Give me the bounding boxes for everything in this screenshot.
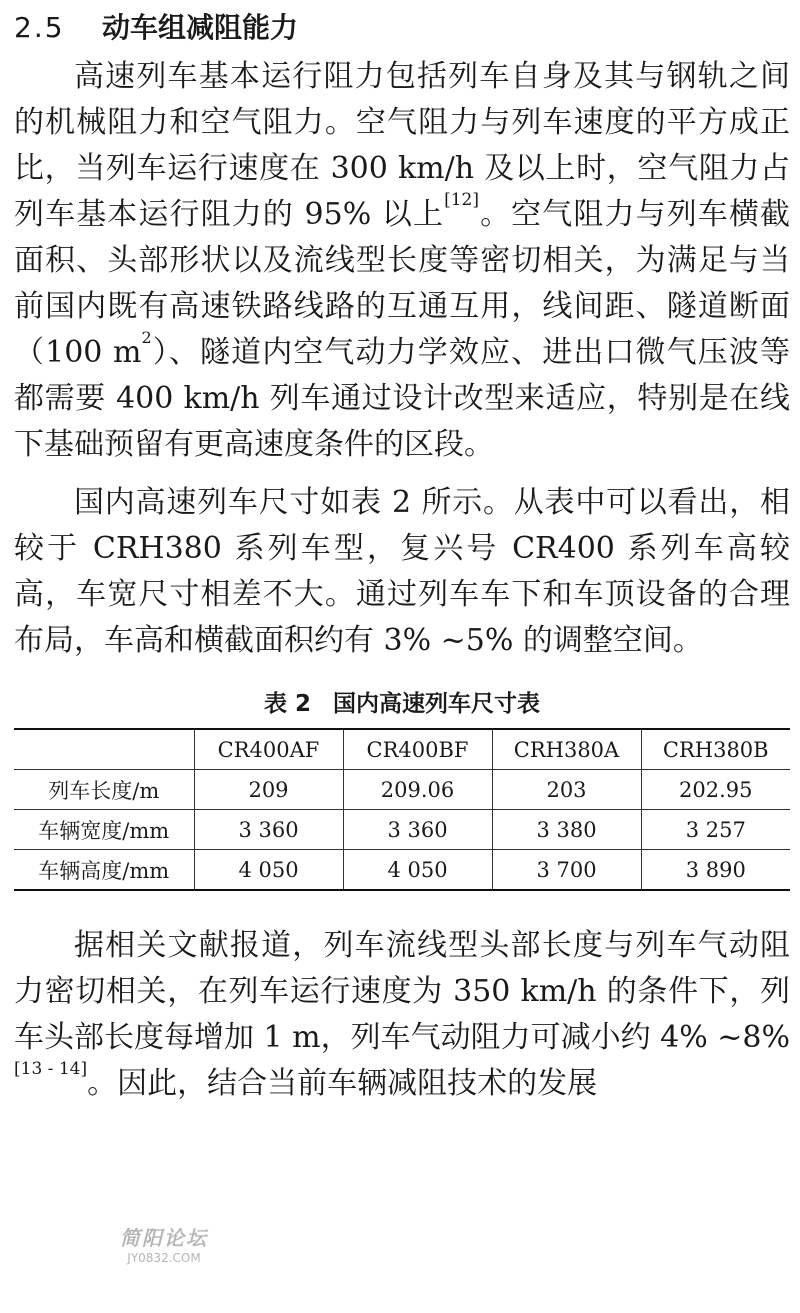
table-caption-title: 国内高速列车尺寸表	[333, 691, 540, 717]
table-cell: 3 360	[194, 810, 343, 850]
section-number: 2.5	[14, 11, 65, 44]
row-label: 车辆宽度/mm	[14, 810, 194, 850]
table-header-cell: CR400AF	[194, 729, 343, 770]
table-header-cell: CRH380B	[641, 729, 790, 770]
train-dimensions-table	[14, 728, 790, 891]
watermark-url: JY0832.COM	[127, 1251, 201, 1265]
table-cell: 3 257	[641, 810, 790, 850]
table-row	[14, 810, 790, 850]
paragraph-text: 。空气阻力与列车横截面积、头部形状以及流线型长度等密切相关，为满足与当前国内既有高速铁路线路的互通互用，线间距、隧道断面（100 m	[14, 197, 790, 370]
table-header-row	[14, 729, 790, 770]
section-title: 动车组减阻能力	[102, 11, 299, 44]
table-cell: 4 050	[194, 850, 343, 891]
paragraph-text: 据相关文献报道，列车流线型头部长度与列车气动阻力密切相关，在列车运行速度为 350 km/h 的条件下，列车头部长度每增加 1 m，列车气动阻力可减小约 4% ~8%	[14, 928, 791, 1055]
paragraph-nose-length	[14, 923, 790, 1107]
paragraph-train-dimensions	[14, 480, 790, 664]
citation-ref[interactable]: [13 - 14]	[14, 1059, 88, 1079]
document-page	[14, 0, 790, 1107]
table-header-cell: CR400BF	[343, 729, 492, 770]
paragraph-text: 。因此，结合当前车辆减阻技术的发展	[87, 1066, 598, 1101]
table-header-cell: CRH380A	[492, 729, 641, 770]
unit-superscript: 2	[141, 328, 152, 347]
row-label: 列车长度/m	[14, 770, 194, 810]
table-row	[14, 770, 790, 810]
table-cell: 209	[194, 770, 343, 810]
paragraph-text: 国内高速列车尺寸如表 2 所示。从表中可以看出，相较于 CRH380 系列车型，复兴号 CR400 系列车高较高，车宽尺寸相差不大。通过列车车下和车顶设备的合理布局，车高和横截面积约有 3% ~5% 的调整空间。	[14, 485, 790, 658]
table-cell: 3 380	[492, 810, 641, 850]
paragraph-aerodynamic-drag	[14, 54, 790, 468]
table-cell: 203	[492, 770, 641, 810]
section-heading	[14, 0, 790, 48]
forum-watermark	[114, 1228, 214, 1280]
table-cell: 202.95	[641, 770, 790, 810]
table-cell: 3 700	[492, 850, 641, 891]
table-header-cell	[14, 729, 194, 770]
paragraph-text: ）、隧道内空气动力学效应、进出口微气压波等都需要 400 km/h 列车通过设计改型来适应，特别是在线下基础预留有更高速度条件的区段。	[14, 335, 790, 462]
table-row	[14, 850, 790, 891]
watermark-text: 简阳论坛	[120, 1226, 208, 1250]
table-cell: 3 890	[641, 850, 790, 891]
table-cell: 4 050	[343, 850, 492, 891]
table-caption-number: 表 2	[263, 691, 311, 717]
row-label: 车辆高度/mm	[14, 850, 194, 891]
paragraph-text: 高速列车基本运行阻力包括列车自身及其与钢轨之间的机械阻力和空气阻力。空气阻力与列车速度的平方成正比，当列车运行速度在 300 km/h 及以上时，空气阻力占列车基本运行阻力的 95% 以上	[14, 59, 790, 232]
table-cell: 209.06	[343, 770, 492, 810]
citation-ref[interactable]: [12]	[444, 190, 479, 210]
table-cell: 3 360	[343, 810, 492, 850]
table-caption	[14, 686, 790, 722]
